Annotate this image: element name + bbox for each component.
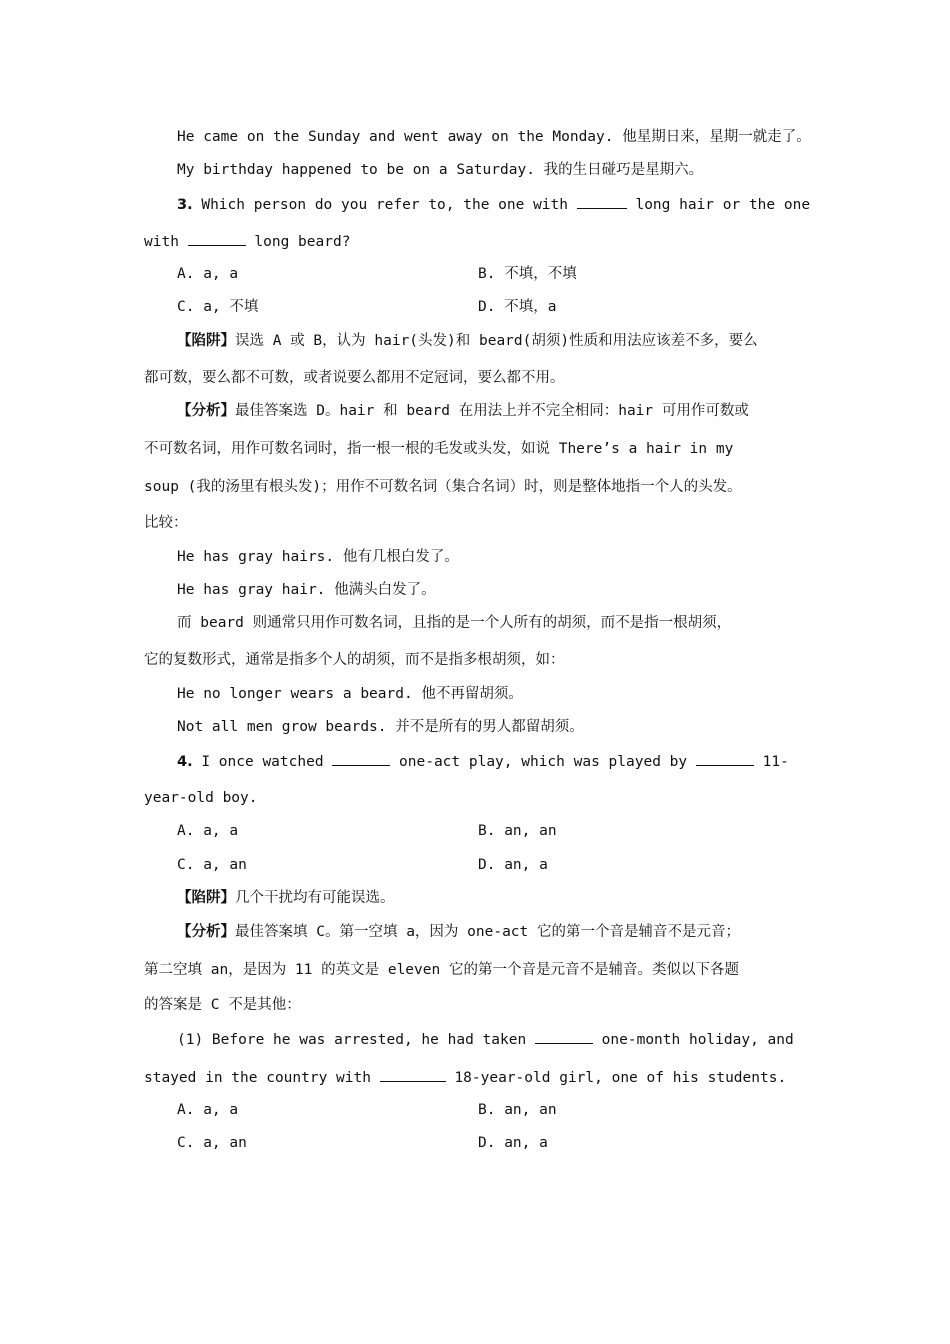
trap-paragraph: 【陷阱】几个干扰均有可能误选。: [177, 890, 395, 906]
option-a: A. a, a: [177, 266, 239, 282]
answer-blank: [332, 751, 390, 766]
example-sentence: He no longer wears a beard. 他不再留胡须。: [177, 686, 523, 702]
option-b: B. an, an: [478, 1102, 557, 1118]
trap-paragraph-cont: 都可数，要么都不可数，或者说要么都用不定冠词，要么都不用。: [144, 370, 565, 386]
example-sentence: He came on the Sunday and went away on the Monday. 他星期日来，星期一就走了。: [177, 129, 811, 145]
example-sentence: He has gray hair. 他满头白发了。: [177, 582, 436, 598]
analysis-line: 第二空填 an，是因为 11 的英文是 eleven 它的第一个音是元音不是辅音。类似以下各题: [144, 962, 739, 978]
option-c: C. a, an: [177, 857, 247, 873]
option-c: C. a, 不填: [177, 299, 259, 315]
analysis-line: 而 beard 则通常只用作可数名词，且指的是一个人所有的胡须，而不是指一根胡须，: [177, 615, 732, 631]
question-3-stem: 3. Which person do you refer to, the one with long hair or the one: [177, 194, 810, 215]
analysis-tag: 【分析】: [177, 403, 235, 419]
answer-blank: [577, 194, 627, 209]
answer-blank: [380, 1067, 446, 1082]
question-4-stem: 4. I once watched one-act play, which was played by 11-: [177, 751, 789, 772]
option-d: D. an, a: [478, 1135, 548, 1151]
question-number: 4.: [177, 754, 193, 770]
option-a: A. a, a: [177, 823, 239, 839]
answer-blank: [535, 1029, 593, 1044]
option-b: B. 不填，不填: [478, 266, 577, 282]
analysis-line: 不可数名词，用作可数名词时，指一根一根的毛发或头发，如说 There’s a hair in my: [144, 441, 734, 457]
answer-blank: [696, 751, 754, 766]
trap-tag: 【陷阱】: [177, 890, 235, 906]
answer-blank: [188, 231, 246, 246]
analysis-line: 它的复数形式，通常是指多个人的胡须，而不是指多根胡须，如：: [144, 652, 565, 668]
analysis-line: 的答案是 C 不是其他：: [144, 997, 301, 1013]
analysis-paragraph: 【分析】最佳答案填 C。第一空填 a，因为 one-act 它的第一个音是辅音不是元音；: [177, 924, 740, 940]
option-d: D. 不填，a: [478, 299, 557, 315]
option-c: C. a, an: [177, 1135, 247, 1151]
example-sentence: He has gray hairs. 他有几根白发了。: [177, 549, 459, 565]
option-a: A. a, a: [177, 1102, 239, 1118]
analysis-line: 比较：: [144, 515, 188, 531]
example-sentence: My birthday happened to be on a Saturday. 我的生日碰巧是星期六。: [177, 162, 704, 178]
sub-question-stem: (1) Before he was arrested, he had taken one-month holiday, and: [177, 1029, 794, 1050]
analysis-tag: 【分析】: [177, 924, 235, 940]
sub-question-stem-cont: stayed in the country with 18-year-old girl, one of his students.: [144, 1067, 786, 1088]
question-number: 3.: [177, 197, 193, 213]
trap-paragraph: 【陷阱】误选 A 或 B，认为 hair(头发)和 beard(胡须)性质和用法应该差不多，要么: [177, 333, 758, 349]
example-sentence: Not all men grow beards. 并不是所有的男人都留胡须。: [177, 719, 584, 735]
question-4-stem-cont: year-old boy.: [144, 790, 258, 806]
analysis-line: soup (我的汤里有根头发)；用作不可数名词（集合名词）时，则是整体地指一个人的头发。: [144, 479, 742, 495]
analysis-paragraph: 【分析】最佳答案选 D。hair 和 beard 在用法上并不完全相同：hair 可用作可数或: [177, 403, 749, 419]
trap-tag: 【陷阱】: [177, 333, 235, 349]
option-d: D. an, a: [478, 857, 548, 873]
question-3-stem-cont: with long beard?: [144, 231, 350, 252]
option-b: B. an, an: [478, 823, 557, 839]
